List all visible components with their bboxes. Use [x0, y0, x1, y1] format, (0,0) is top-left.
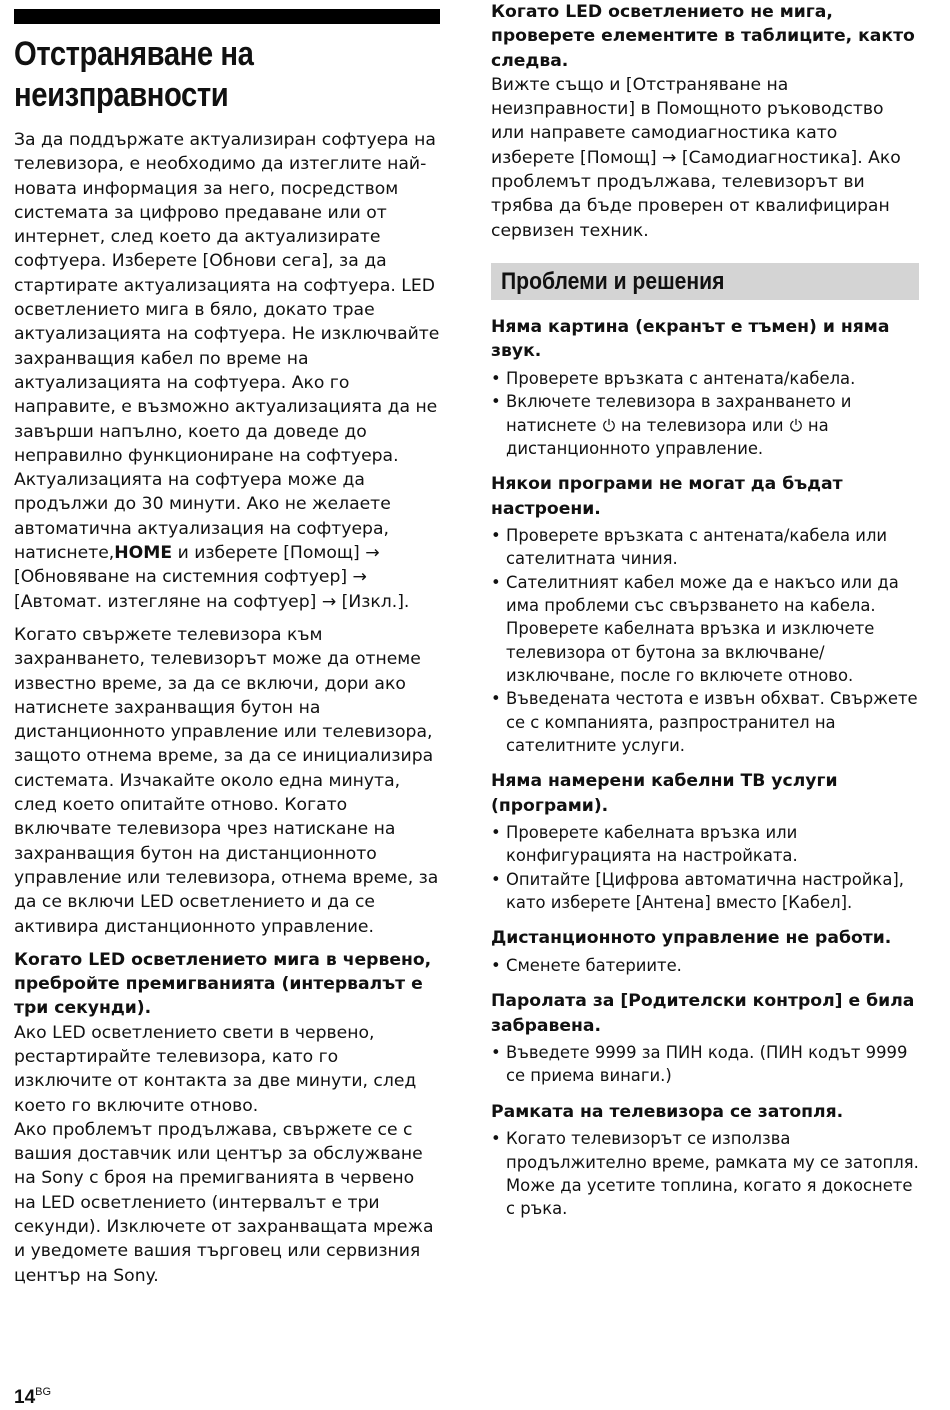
language-code: BG: [35, 1386, 52, 1398]
issues-list: [491, 315, 919, 1220]
page-number: [14, 1386, 51, 1409]
solution-item: • Проверете кабелната връзка или конфигурацията на настройката.: [491, 821, 919, 868]
issue-block: [491, 472, 919, 757]
update-text: За да поддържате актуализиран софтуера на телевизора, е необходимо да изтеглите най-новата информация за него, посредством системата за цифрово предаване или от интернет, след което да актуализирате софтуера. Изберете [Обнови сега], за да стартирате актуализацията на софтуера. LED осветлението мига в бяло, докато трае актуализацията на софтуера. Не изключвайте захранващия кабел по време на актуализацията на софтуера. Ако го направите, е възможно актуализацията да не завърши напълно, което да доведе до неправилно функциониране на софтуера. Актуализацията на софтуера може да продължи до 30 минути. Ако не желаете автоматична актуализация на софтуера, натиснете,: [14, 130, 440, 564]
solution-item: • Сателитният кабел може да е накъсо или да има проблеми със свързването на кабела. Проверете кабелната връзка и изключете телевизора от бутона за включване/изключване, после го включете отново.: [491, 571, 919, 687]
power-icon: [789, 418, 803, 432]
red-led-body-2: Ако проблемът продължава, свържете се с вашия доставчик или център за обслужване на Sony с броя на премигванията в червено на LED осветлението (интервалът е три секунди). Изключете от захранващата мрежа и уведомете вашия търговец или сервизния център на Sony.: [14, 1119, 434, 1286]
solution-list: [491, 954, 919, 977]
red-led-body-1: Ако LED осветлението свети в червено, рестартирайте телевизора, като го изключите от контакта за две минути, след което го включите отново.: [14, 1022, 417, 1116]
solution-item: • Проверете връзката с антената/кабела или сателитната чиния.: [491, 524, 919, 571]
issue-title: Рамката на телевизора се затопля.: [491, 1101, 844, 1122]
solution-list: [491, 821, 919, 914]
red-led-heading: Когато LED осветлението мига в червено, пребройте премигванията (интервалът е три секунди).: [14, 949, 432, 1019]
issue-block: [491, 926, 919, 977]
solution-item: • Когато телевизорът се използва продължително време, рамката му се затопля. Може да усетите топлина, когато я докоснете с ръка.: [491, 1127, 919, 1220]
issue-title: Няма намерени кабелни ТВ услуги (програми).: [491, 771, 838, 816]
issue-block: [491, 315, 919, 460]
solution-list: [491, 1041, 919, 1088]
solution-item: • Опитайте [Цифрова автоматична настройка], като изберете [Антена] вместо [Кабел].: [491, 868, 919, 915]
header-rule: [14, 9, 440, 24]
issue-block: [491, 989, 919, 1088]
power-on-paragraph: Когато свържете телевизора към захранването, телевизорът може да отнеме известно време, за да се включи, дори ако натиснете захранващия бутон на дистанционното управление или телевизора, защото отнема време, за да се инициализира системата. Изчакайте около една минута, след което опитайте отново. Когато включвате телевизора чрез натискане на захранващия бутон на дистанционното управление или телевизора, отнема време, за да се включи LED осветлението и да се активира дистанционното управление.: [14, 624, 439, 937]
solution-item: • Сменете батериите.: [491, 954, 919, 977]
update-text-end: и изберете [Помощ] → [Обновяване на системния софтуер] → [Автомат. изтегляне на софтуер] → [Изкл.].: [14, 543, 410, 612]
title-line-1: Отстраняване на: [14, 35, 254, 73]
section-header: [491, 263, 919, 300]
issue-block: [491, 769, 919, 914]
right-column: [491, 0, 919, 1232]
solution-item: • Въведената честота е извън обхват. Свържете се с компанията, разпространител на сателитните услуги.: [491, 687, 919, 757]
solution-list: [491, 524, 919, 757]
solution-list: [491, 367, 919, 460]
issue-title: Някои програми не могат да бъдат настроени.: [491, 474, 843, 519]
issue-title: Дистанционното управление не работи.: [491, 928, 892, 949]
left-column: [14, 9, 440, 1288]
page-number-value: 14: [14, 1387, 36, 1408]
issue-title: Няма картина (екранът е тъмен) и няма звук.: [491, 316, 890, 362]
solution-item: • Въведете 9999 за ПИН кода. (ПИН кодът 9999 се приема винаги.): [491, 1041, 919, 1088]
issue-block: [491, 1100, 919, 1221]
solution-item: • Включете телевизора в захранването и натиснете на телевизора или на дистанционното управление.: [491, 390, 919, 460]
home-keyword: HOME: [114, 543, 173, 564]
solution-item: • Проверете връзката с антената/кабела.: [491, 367, 919, 390]
power-icon: [602, 418, 616, 432]
no-blink-body: Вижте също и [Отстраняване на неизправности] в Помощното ръководство или направете самодиагностика като изберете [Помощ] → [Самодиагностика]. Ако проблемът продължава, телевизорът ви трябва да бъде проверен от квалифициран сервизен техник.: [491, 74, 901, 241]
title-line-2: неизправности: [14, 76, 229, 114]
software-update-paragraph: [14, 128, 440, 614]
solution-list: [491, 1127, 919, 1220]
no-blink-heading: Когато LED осветлението не мига, проверете елементите в таблиците, както следва.: [491, 2, 915, 71]
issue-title: Паролата за [Родителски контрол] е била забравена.: [491, 991, 915, 1036]
section-title: Проблеми и решения: [501, 267, 725, 295]
page-title: [14, 34, 444, 116]
